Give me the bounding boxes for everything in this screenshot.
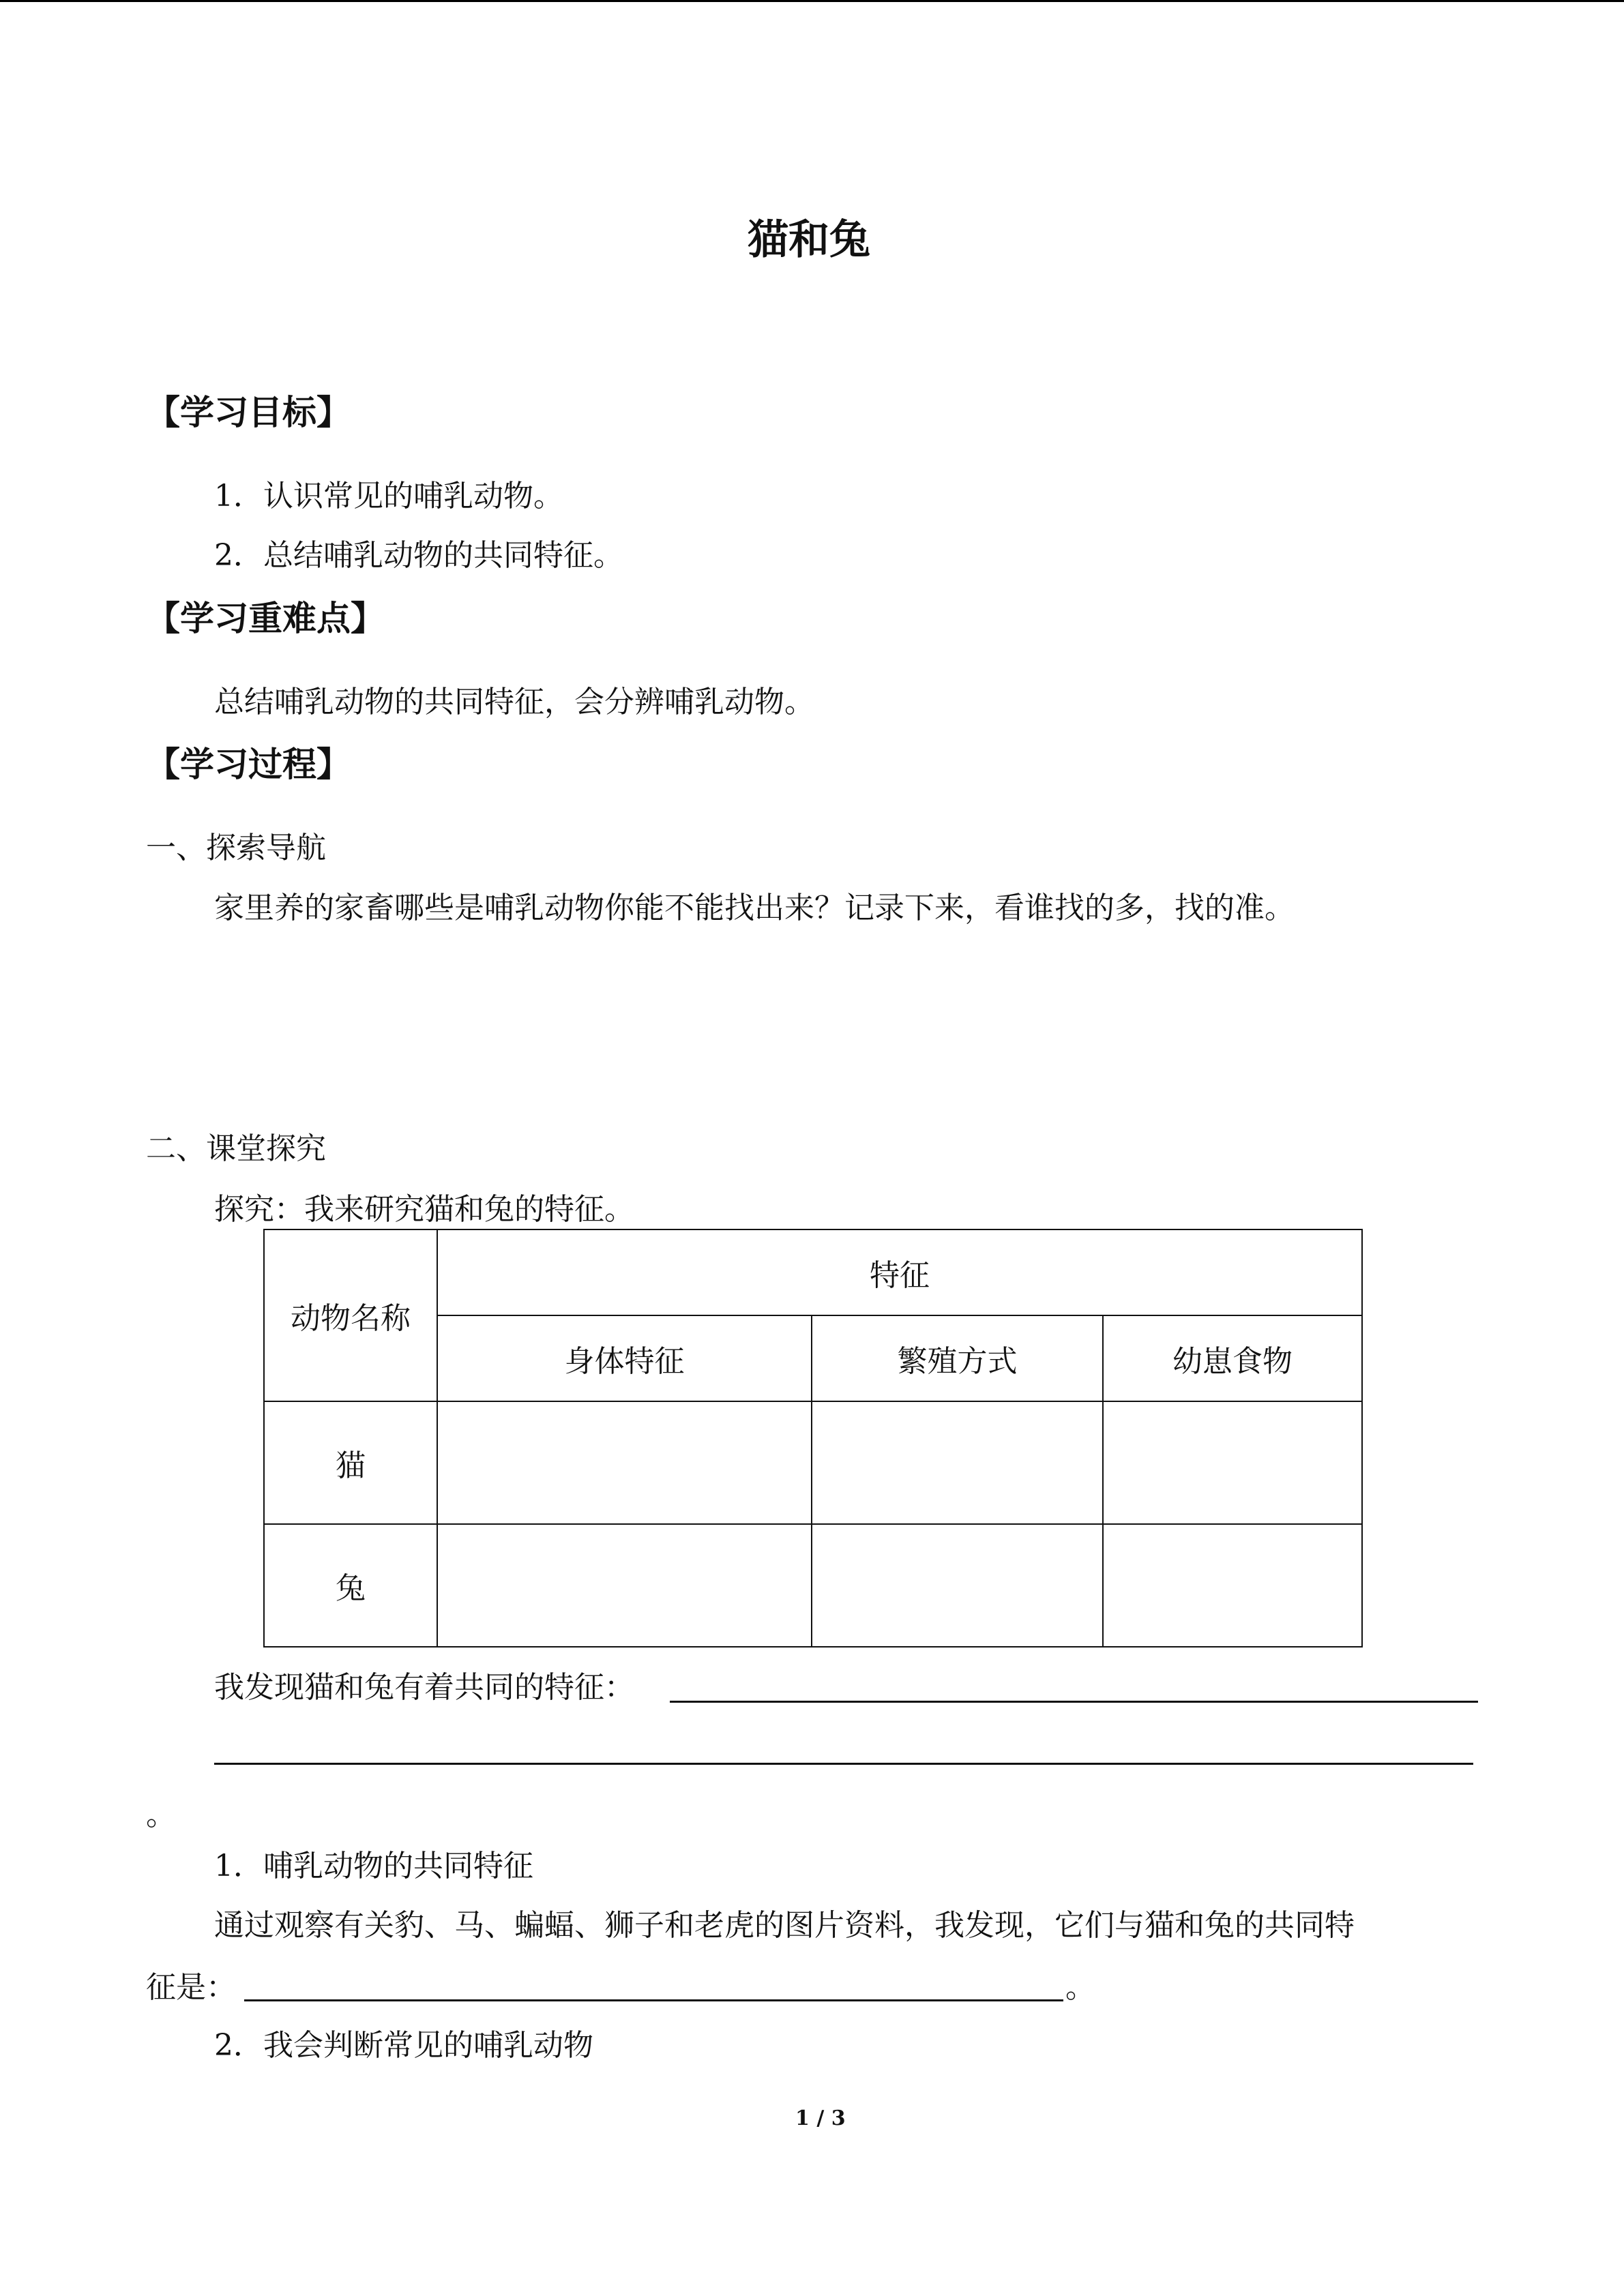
cell-rabbit-young-food[interactable] xyxy=(1103,1524,1362,1647)
part2-intro: 探究：我来研究猫和兔的特征。 xyxy=(214,1192,634,1227)
key-points-text: 总结哺乳动物的共同特征，会分辨哺乳动物。 xyxy=(214,685,814,719)
objective-item-2: 2．总结哺乳动物的共同特征。 xyxy=(214,538,623,573)
col-header-body-features: 身体特征 xyxy=(437,1315,812,1401)
key-points-heading: 【学习重难点】 xyxy=(146,598,385,638)
finding-prompt: 我发现猫和兔有着共同的特征： xyxy=(214,1670,634,1705)
item1-end-period: 。 xyxy=(1065,1970,1095,2005)
row-label-rabbit: 兔 xyxy=(264,1524,437,1647)
col-header-animal-name: 动物名称 xyxy=(264,1229,437,1401)
item1-text-line2: 征是： xyxy=(146,1970,236,2005)
table-row xyxy=(264,1524,1362,1647)
cell-rabbit-reproduction[interactable] xyxy=(812,1524,1103,1647)
table-row xyxy=(264,1401,1362,1524)
page-number: 1 / 3 xyxy=(795,2106,846,2130)
trailing-period: 。 xyxy=(146,1798,176,1832)
cell-cat-body[interactable] xyxy=(437,1401,812,1524)
item1-title: 1．哺乳动物的共同特征 xyxy=(214,1849,533,1883)
cell-cat-reproduction[interactable] xyxy=(812,1401,1103,1524)
table-header-row xyxy=(264,1229,1362,1315)
col-header-features: 特征 xyxy=(437,1229,1362,1315)
part1-text: 家里养的家畜哪些是哺乳动物你能不能找出来？记录下来，看谁找的多，找的准。 xyxy=(214,891,1295,925)
objective-item-1: 1．认识常见的哺乳动物。 xyxy=(214,479,563,513)
cell-cat-young-food[interactable] xyxy=(1103,1401,1362,1524)
process-heading: 【学习过程】 xyxy=(146,744,351,784)
part2-heading: 二、课堂探究 xyxy=(146,1131,326,1166)
page-top-border xyxy=(0,0,1624,2)
feature-table xyxy=(263,1229,1363,1648)
col-header-young-food: 幼崽食物 xyxy=(1103,1315,1362,1401)
answer-blank-1[interactable] xyxy=(670,1701,1478,1703)
row-label-cat: 猫 xyxy=(264,1401,437,1524)
item2-title: 2．我会判断常见的哺乳动物 xyxy=(214,2028,593,2063)
cell-rabbit-body[interactable] xyxy=(437,1524,812,1647)
objectives-heading: 【学习目标】 xyxy=(146,392,351,432)
item1-text-line1: 通过观察有关豹、马、蝙蝠、狮子和老虎的图片资料，我发现，它们与猫和兔的共同特 xyxy=(214,1908,1355,1943)
col-header-reproduction: 繁殖方式 xyxy=(812,1315,1103,1401)
part1-heading: 一、探索导航 xyxy=(146,831,326,865)
answer-blank-3[interactable] xyxy=(244,1999,1063,2001)
page-title: 猫和兔 xyxy=(748,216,870,264)
answer-blank-2[interactable] xyxy=(214,1763,1473,1765)
